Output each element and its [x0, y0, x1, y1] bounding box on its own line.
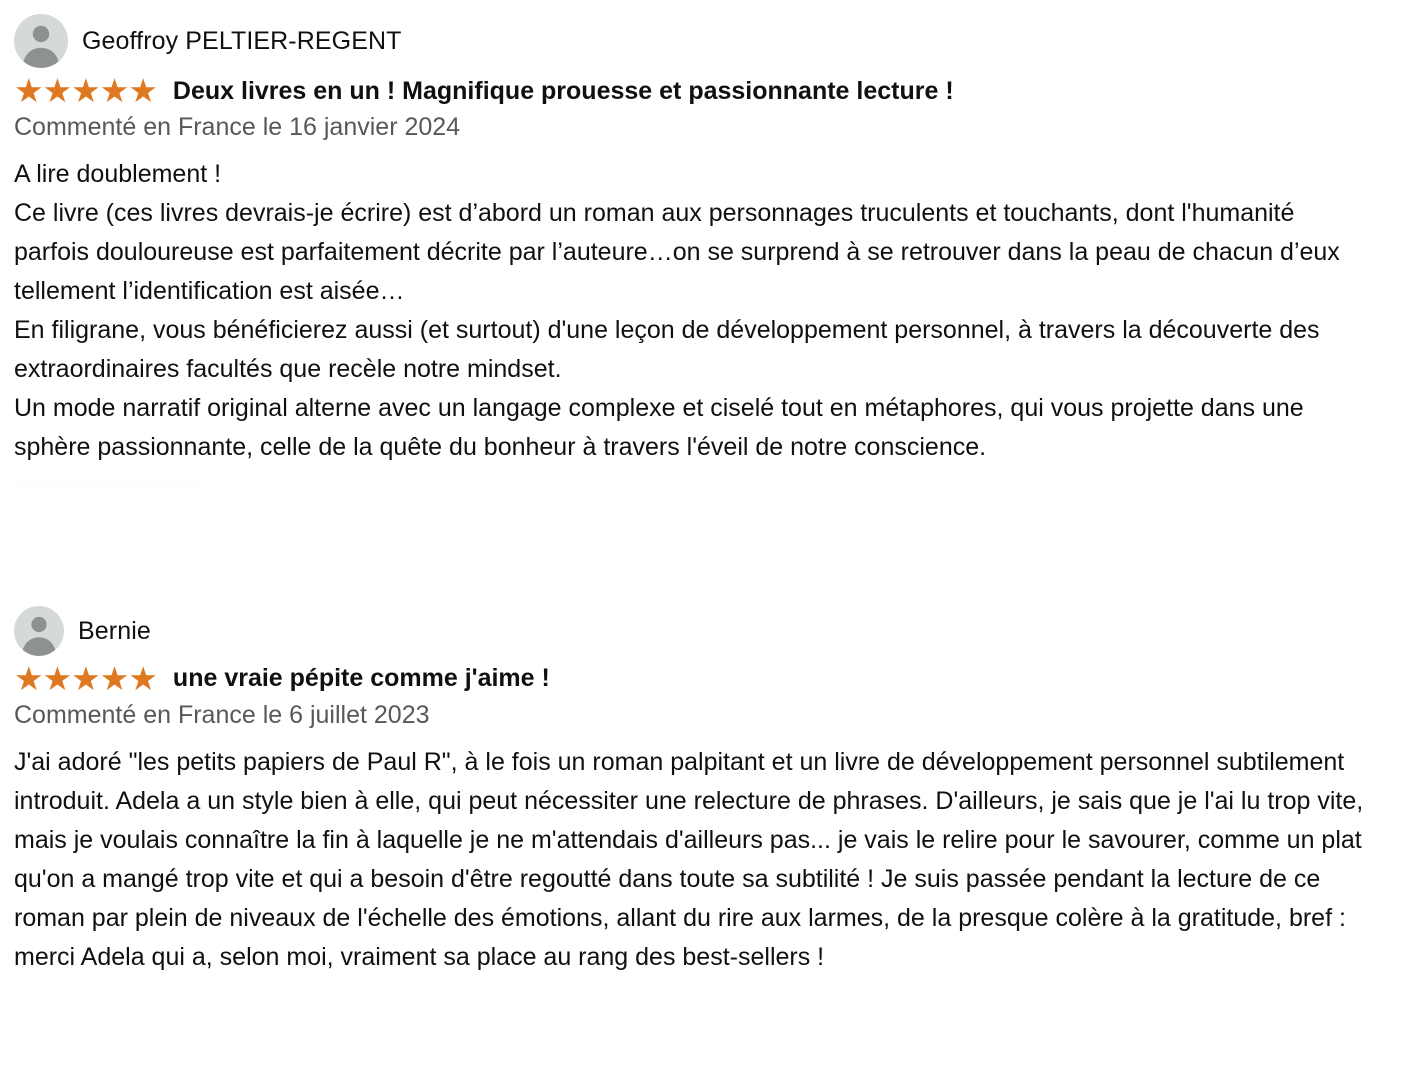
review-date: Commenté en France le 6 juillet 2023 [14, 700, 430, 729]
reviewer-header[interactable] [14, 606, 1378, 656]
user-avatar-icon [14, 14, 68, 68]
review-item [14, 606, 1378, 977]
review-divider [14, 483, 204, 484]
star-rating-icon[interactable]: ★★★★★ [14, 72, 157, 109]
rating-and-title [14, 74, 1378, 107]
reviews-spacer [14, 488, 1378, 606]
rating-and-title [14, 659, 1378, 697]
review-body [14, 155, 1376, 467]
reviewer-header[interactable] [14, 14, 1378, 68]
review-paragraph: J'ai adoré "les petits papiers de Paul R", à le fois un roman palpitant et un livre de développement personnel subtilement introduit. Adela a un style bien à elle, qui peut nécessiter une relecture de phrases. D'ailleurs, je sais que je l'ai lu trop vite, mais je voulais connaître la fin à laquelle je ne m'attendais d'ailleurs pas... je vais le relire pour le savourer, comme un plat qu'on a mangé trop vite et qui a besoin d'être regoutté dans toute sa subtilité ! Je suis passée pendant la lecture de ce roman par plein de niveaux de l'échelle des émotions, allant du rire aux larmes, de la presque colère à la gratitude, bref : merci Adela qui a, selon moi, vraiment sa place au rang des best-sellers ! [14, 747, 1364, 971]
review-item [14, 14, 1378, 484]
reviewer-name: Bernie [78, 616, 151, 645]
review-paragraph: Ce livre (ces livres devrais-je écrire) est d’abord un roman aux personnages truculents et touchants, dont l'humanité parfois douloureuse est parfaitement décrite par l’auteure…on se surprend à se retrouver dans la peau de chacun d’eux tellement l’identification est aisée… [14, 198, 1340, 305]
review-title[interactable]: une vraie pépite comme j'aime ! [172, 664, 550, 693]
review-date: Commenté en France le 16 janvier 2024 [14, 113, 461, 141]
review-paragraph: Un mode narratif original alterne avec un langage complexe et ciselé tout en métaphores, qui vous projette dans une sphère passionnante, celle de la quête du bonheur à travers l'éveil de notre conscience. [14, 393, 1304, 461]
reviewer-name: Geoffroy PELTIER-REGENT [82, 27, 402, 55]
review-body [14, 743, 1376, 977]
star-rating-icon[interactable]: ★★★★★ [14, 659, 157, 697]
review-paragraph: A lire doublement ! [14, 159, 222, 188]
review-title[interactable]: Deux livres en un ! Magnifique prouesse et passionnante lecture ! [172, 76, 954, 105]
user-avatar-icon [14, 606, 64, 656]
review-paragraph: En filigrane, vous bénéficierez aussi (et surtout) d'une leçon de développement personnel, à travers la découverte des extraordinaires facultés que recèle notre mindset. [14, 315, 1320, 383]
